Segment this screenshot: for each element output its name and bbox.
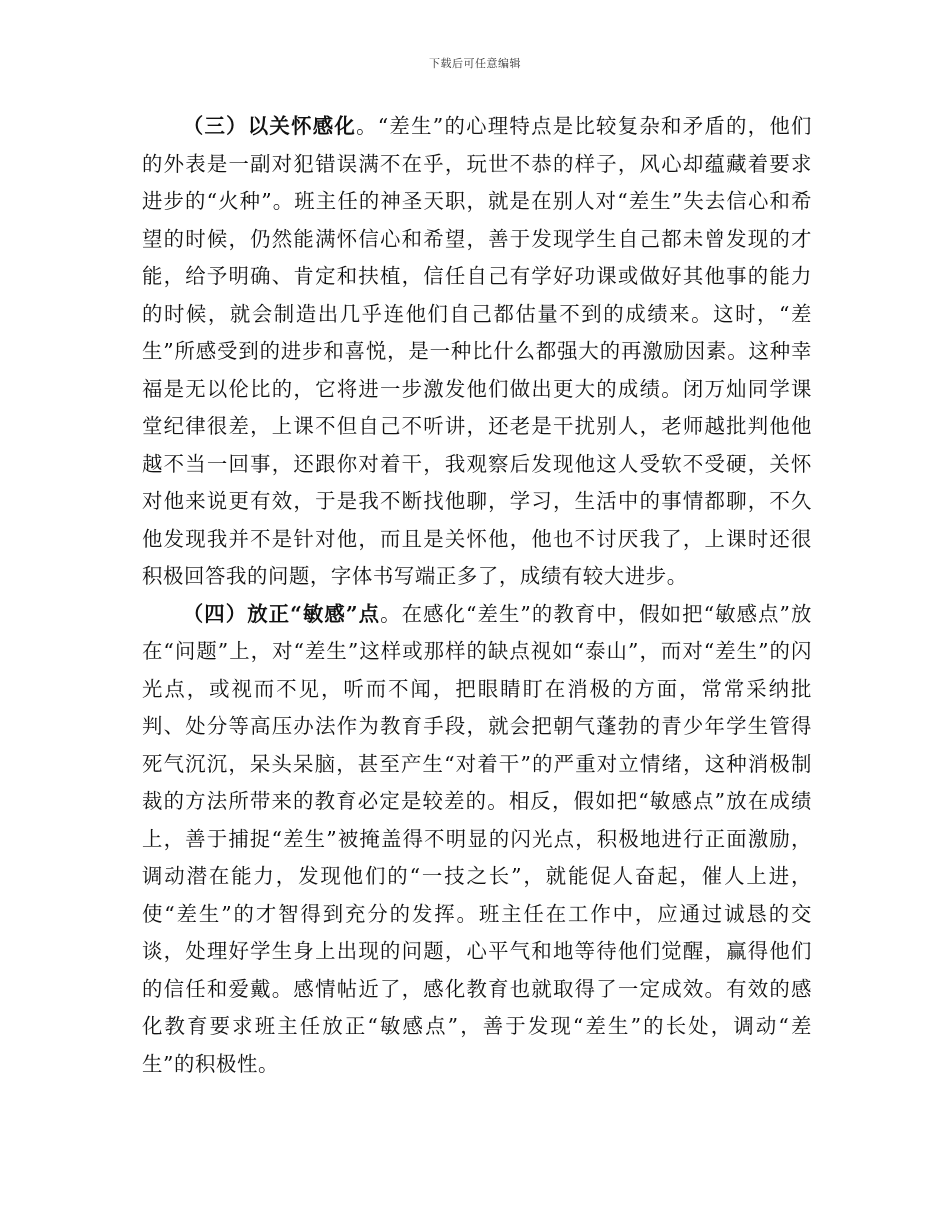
section-body-3: 。“差生”的心理特点是比较复杂和矛盾的，他们的外表是一副对犯错误满不在乎，玩世不恭的样子，风心却蕴藏着要求进步的“火种”。班主任的神圣天职，就是在别人对“差生”失去信心和希望的时候，仍然能满怀信心和希望，善于发现学生自己都未曾发现的才能，给予明确、肯定和扶植，信任自己有学好功课或做好其他事的能力的时候，就会制造出几乎连他们自己都估量不到的成绩来。这时，“差生”所感受到的进步和喜悦，是一种比什么都强大的再激励因素。这种幸福是无以伦比的，它将进一步激发他们做出更大的成绩。闭万灿同学课堂纪律很差，上课不但自己不听讲，还老是干扰别人，老师越批判他他越不当一回事，还跟你对着干，我观察后发现他这人受软不受硬，关怀对他来说更有效，于是我不断找他聊，学习，生活中的事情都聊，不久他发现我并不是针对他，而且是关怀他，他也不讨厌我了，上课时还很积极回答我的问题，字体书写端正多了，成绩有较大进步。: [142, 114, 812, 588]
document-body: [142, 108, 812, 1083]
section-heading-3: （三）以关怀感化: [182, 114, 357, 138]
paragraph-section-4: [142, 596, 812, 1084]
section-body-4: 。在感化“差生”的教育中，假如把“敏感点”放在“问题”上，对“差生”这样或那样的缺点视如“泰山”，而对“差生”的闪光点，或视而不见，听而不闻，把眼睛盯在消极的方面，常常采纳批判、处分等高压办法作为教育手段，就会把朝气蓬勃的青少年学生管得死气沉沉，呆头呆脑，甚至产生“对着干”的严重对立情绪，这种消极制裁的方法所带来的教育必定是较差的。相反，假如把“敏感点”放在成绩上，善于捕捉“差生”被掩盖得不明显的闪光点，积极地进行正面激励，调动潜在能力，发现他们的“一技之长”，就能促人奋起，催人上进，使“差生”的才智得到充分的发挥。班主任在工作中，应通过诚恳的交谈，处理好学生身上出现的问题，心平气和地等待他们觉醒，赢得他们的信任和爱戴。感情帖近了，感化教育也就取得了一定成效。有效的感化教育要求班主任放正“敏感点”，善于发现“差生”的长处，调动“差生”的积极性。: [142, 601, 812, 1076]
section-heading-4: （四）放正“敏感”点: [182, 601, 381, 626]
paragraph-section-3: [142, 108, 812, 596]
page-header: 下载后可任意编辑: [429, 57, 521, 70]
